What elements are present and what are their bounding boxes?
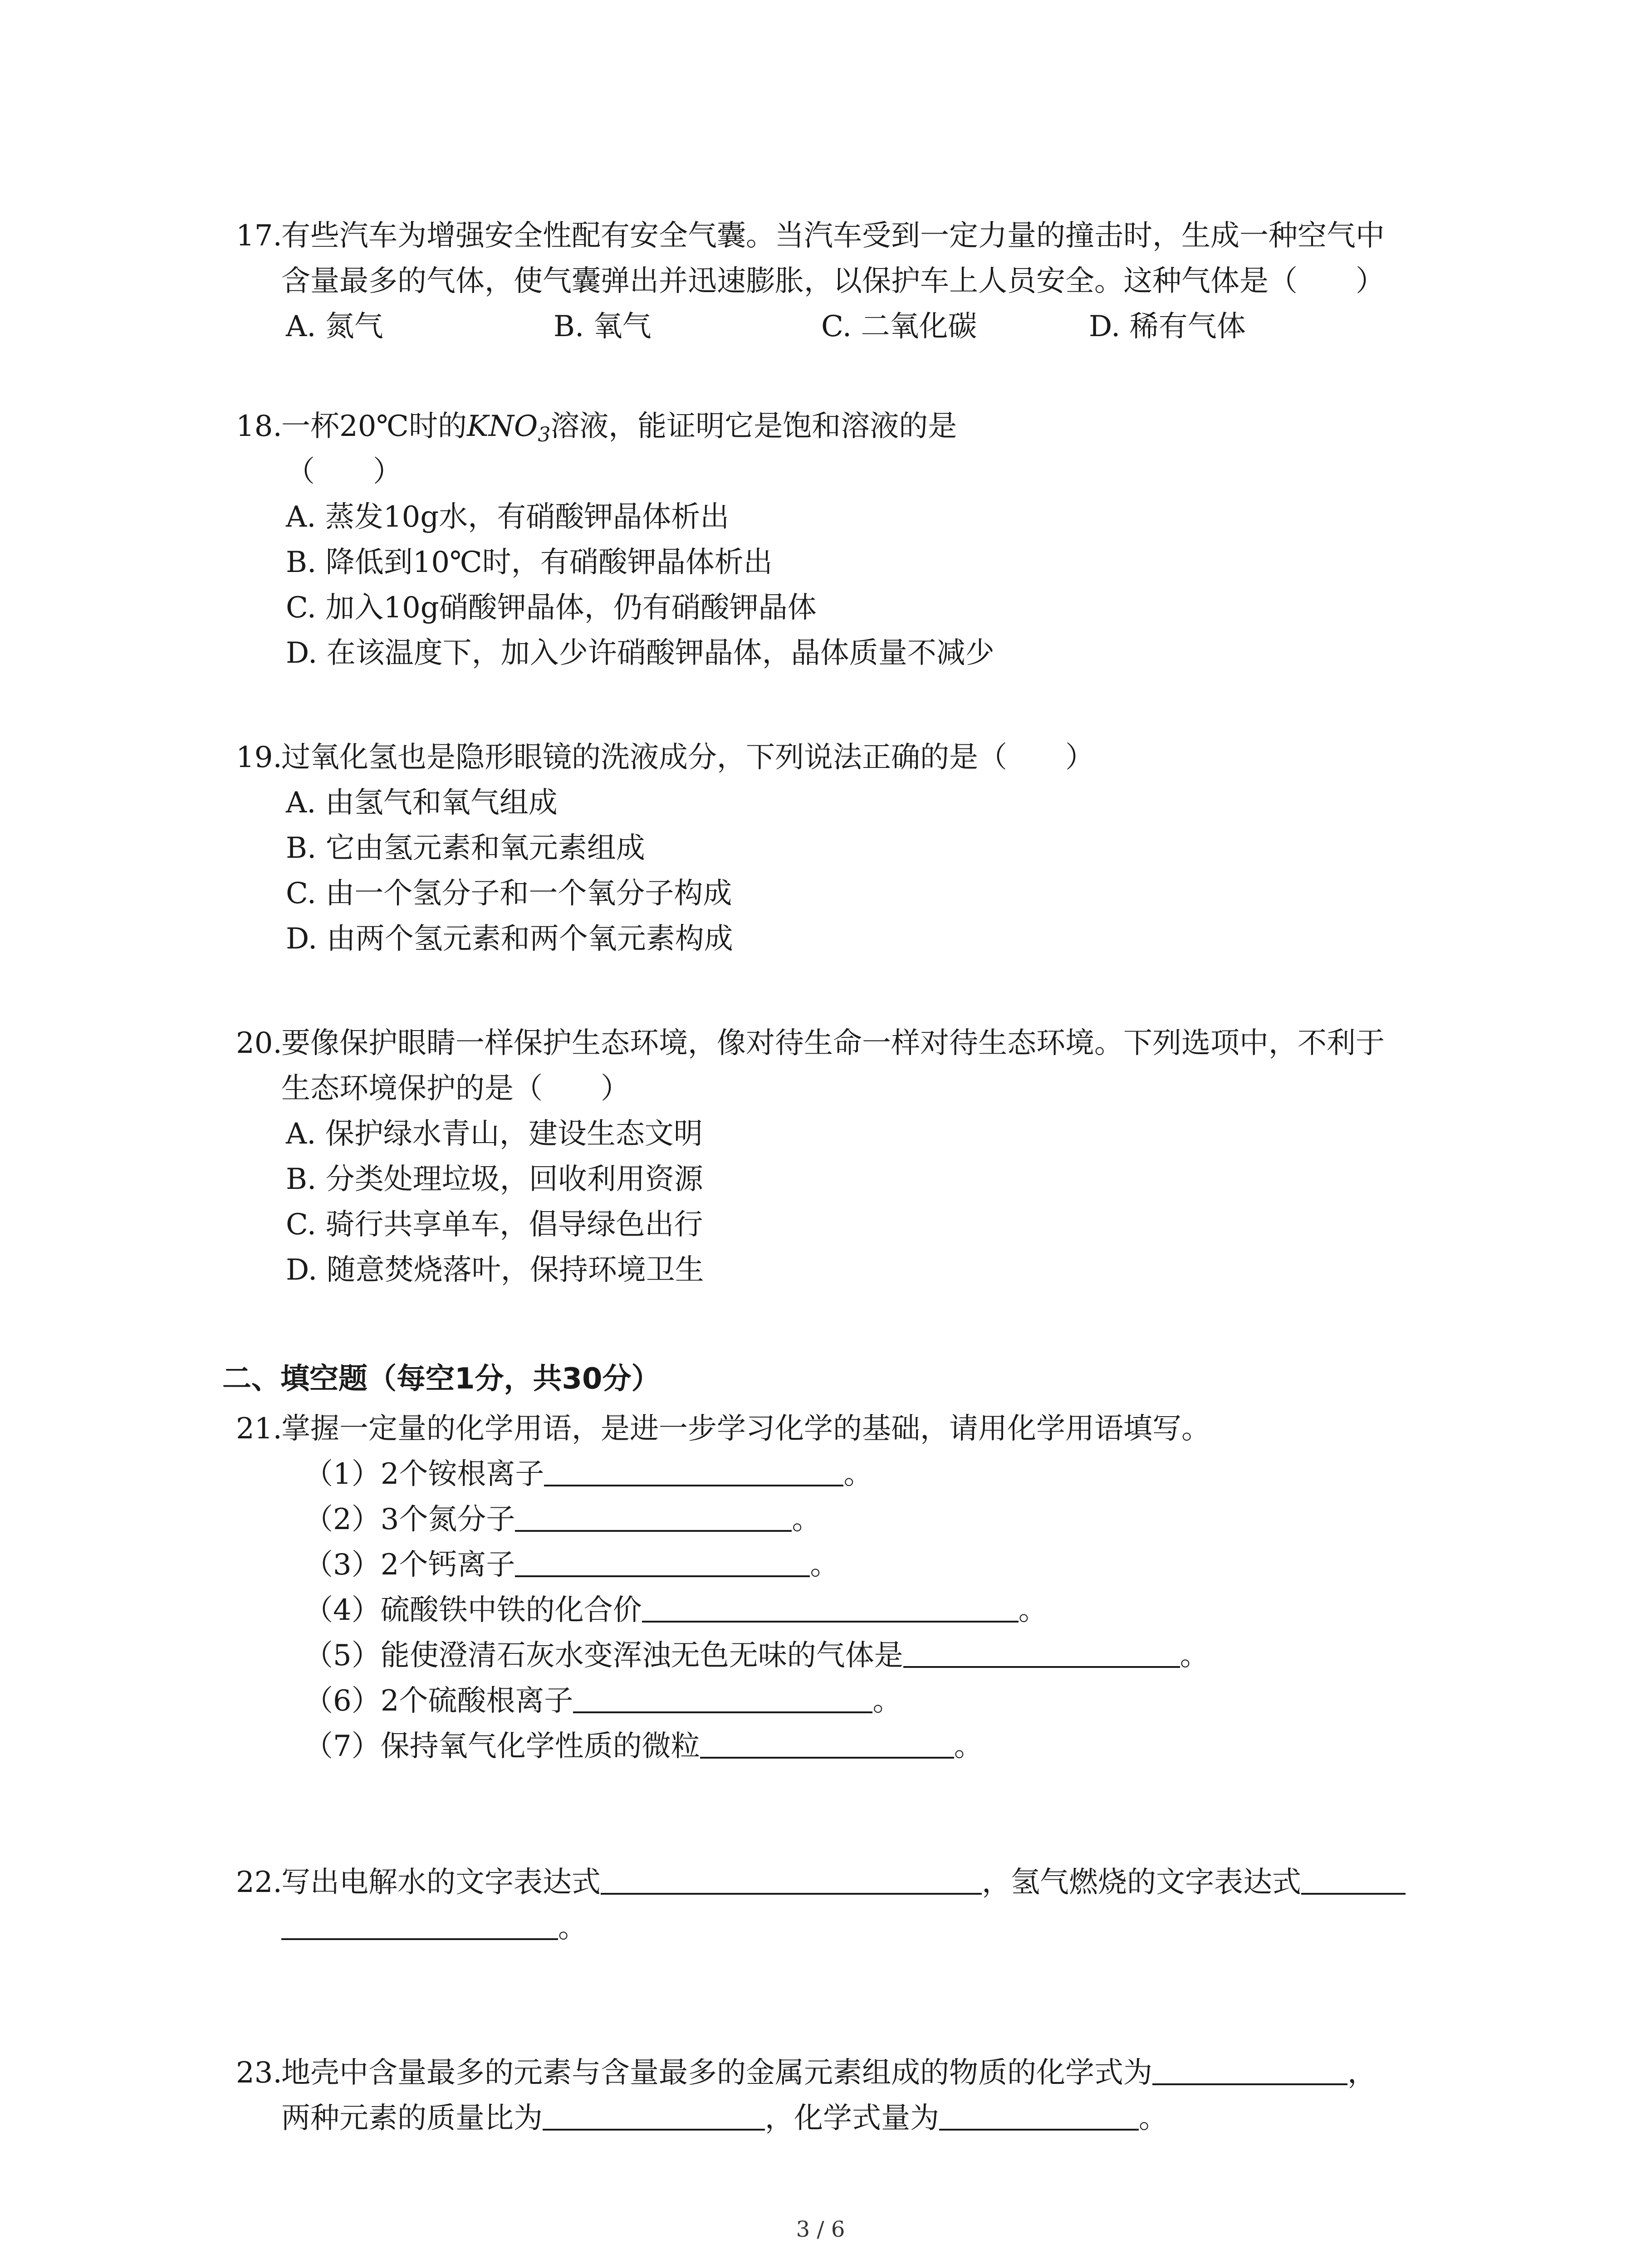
q22-text1: 写出电解水的文字表达式 [281,1866,601,1899]
q21-item-3-blank[interactable] [515,1547,810,1577]
q20-stem-line2: 生态环境保护的是（ ） [281,1072,630,1105]
q19-option-c[interactable]: C. 由一个氢分子和一个氧分子构成 [286,877,732,910]
q18-formula-main: KNO [467,410,538,443]
q19-option-d[interactable]: D. 由两个氢元素和两个氧元素构成 [286,922,733,956]
q22-period: 。 [558,1911,587,1945]
q20-stem-line1 [236,1021,1452,1066]
q21-item-7 [236,1724,1452,1769]
q23-blank-formula[interactable] [1152,2055,1347,2085]
q20-option-c[interactable]: C. 骑行共享单车，倡导绿色出行 [286,1208,703,1242]
q21-item-1 [236,1452,1452,1497]
q22-line1 [236,1860,1452,1905]
q18-formula [467,410,551,446]
q23-blank-mass-ratio[interactable] [543,2101,765,2131]
q21-item-5-period: 。 [1180,1639,1209,1672]
q22-blank-combustion-part2[interactable] [281,1910,558,1940]
q23-line2 [236,2096,1452,2141]
q21-item-7-blank[interactable] [700,1729,954,1759]
question-20 [236,1021,1452,1293]
q17-number: 17. [236,219,282,253]
question-23 [236,2050,1452,2141]
question-21 [236,1406,1452,1769]
q21-item-6-blank[interactable] [573,1683,872,1713]
question-22 [236,1860,1452,1950]
q21-item-2 [236,1497,1452,1542]
q19-stem: 过氧化氢也是隐形眼镜的洗液成分，下列说法正确的是（ ） [281,741,1094,774]
section-2-heading: 二、填空题（每空1分，共30分） [222,1362,661,1396]
q18-stem-post: 溶液，能证明它是饱和溶液的是 [550,410,957,443]
q21-item-4 [236,1588,1452,1633]
q21-stem-line [236,1406,1452,1452]
q21-item-2-text: （2）3个氮分子 [304,1503,515,1536]
q23-comma: ， [1347,2056,1376,2090]
q18-option-b[interactable]: B. 降低到10℃时，有硝酸钾晶体析出 [286,546,773,579]
q23-number: 23. [236,2056,282,2090]
q18-formula-sub: 3 [538,423,551,446]
q23-text1: 地壳中含量最多的元素与含量最多的金属元素组成的物质的化学式为 [281,2056,1152,2090]
q19-number: 19. [236,741,282,774]
q21-item-3 [236,1542,1452,1588]
q19-option-b[interactable]: B. 它由氢元素和氧元素组成 [286,831,645,865]
q21-item-4-period: 。 [1018,1593,1048,1627]
q18-stem-line [236,404,1452,449]
q21-number: 21. [236,1412,282,1446]
question-18 [236,404,1452,676]
q23-period: 。 [1139,2102,1168,2135]
page-number: 3 / 6 [796,2217,845,2242]
q21-item-1-blank[interactable] [544,1457,843,1486]
q21-item-3-text: （3）2个钙离子 [304,1548,515,1582]
q21-item-5 [236,1633,1452,1678]
q19-stem-line [236,735,1452,780]
q18-option-c[interactable]: C. 加入10g硝酸钾晶体，仍有硝酸钾晶体 [286,591,817,625]
q21-item-3-period: 。 [810,1548,839,1582]
q21-item-1-period: 。 [843,1457,873,1491]
q21-item-5-text: （5）能使澄清石灰水变浑浊无色无味的气体是 [304,1639,903,1672]
q18-option-d[interactable]: D. 在该温度下，加入少许硝酸钾晶体，晶体质量不减少 [286,636,994,670]
q21-item-7-period: 。 [954,1730,983,1763]
q17-option-a[interactable]: A. 氮气 [286,310,383,343]
question-19 [236,735,1452,962]
q21-item-2-period: 。 [792,1503,821,1536]
q18-answer-paren: （ ） [286,455,402,489]
question-17 [236,213,1452,349]
q19-option-a[interactable]: A. 由氢气和氧气组成 [286,786,558,820]
q17-stem-line2: 含量最多的气体，使气囊弹出并迅速膨胀，以保护车上人员安全。这种气体是（ ） [281,264,1385,298]
q21-item-2-blank[interactable] [515,1502,792,1532]
q18-stem-pre: 一杯20℃时的 [281,410,467,443]
q20-option-d[interactable]: D. 随意焚烧落叶，保持环境卫生 [286,1253,704,1287]
q17-stem-text1: 有些汽车为增强安全性配有安全气囊。当汽车受到一定力量的撞击时，生成一种空气中 [281,219,1385,253]
q21-stem: 掌握一定量的化学用语，是进一步学习化学的基础，请用化学用语填写。 [281,1412,1210,1446]
q21-item-1-text: （1）2个铵根离子 [304,1457,544,1491]
q17-stem-line1 [236,213,1452,259]
q23-blank-formula-mass[interactable] [939,2101,1139,2131]
q21-item-4-text: （4）硫酸铁中铁的化合价 [304,1593,642,1627]
q21-item-5-blank[interactable] [903,1638,1180,1668]
q17-option-b[interactable]: B. 氧气 [554,310,652,343]
q22-number: 22. [236,1866,282,1899]
q20-stem-text1: 要像保护眼睛一样保护生态环境，像对待生命一样对待生态环境。下列选项中，不利于 [281,1026,1385,1060]
q21-item-7-text: （7）保持氧气化学性质的微粒 [304,1730,700,1763]
q18-number: 18. [236,410,282,443]
q23-line1 [236,2050,1452,2096]
q20-number: 20. [236,1026,282,1060]
q21-item-4-blank[interactable] [642,1593,1019,1623]
q23-text2: 两种元素的质量比为 [281,2102,543,2135]
q21-item-6-text: （6）2个硫酸根离子 [304,1684,573,1718]
q17-option-d[interactable]: D. 稀有气体 [1089,310,1246,343]
q17-options [236,304,1452,349]
q22-blank-electrolysis[interactable] [601,1865,982,1895]
q20-option-b[interactable]: B. 分类处理垃圾，回收利用资源 [286,1163,703,1196]
q18-option-a[interactable]: A. 蒸发10g水，有硝酸钾晶体析出 [286,500,730,534]
q23-text3: ，化学式量为 [765,2102,939,2135]
q20-option-a[interactable]: A. 保护绿水青山，建设生态文明 [286,1117,703,1151]
q17-option-c[interactable]: C. 二氧化碳 [821,310,977,343]
q22-blank-combustion-part1[interactable] [1301,1865,1406,1895]
q21-item-6 [236,1678,1452,1724]
q21-item-6-period: 。 [872,1684,902,1718]
q22-line2 [236,1905,1452,1950]
q22-text2: ，氢气燃烧的文字表达式 [982,1866,1301,1899]
